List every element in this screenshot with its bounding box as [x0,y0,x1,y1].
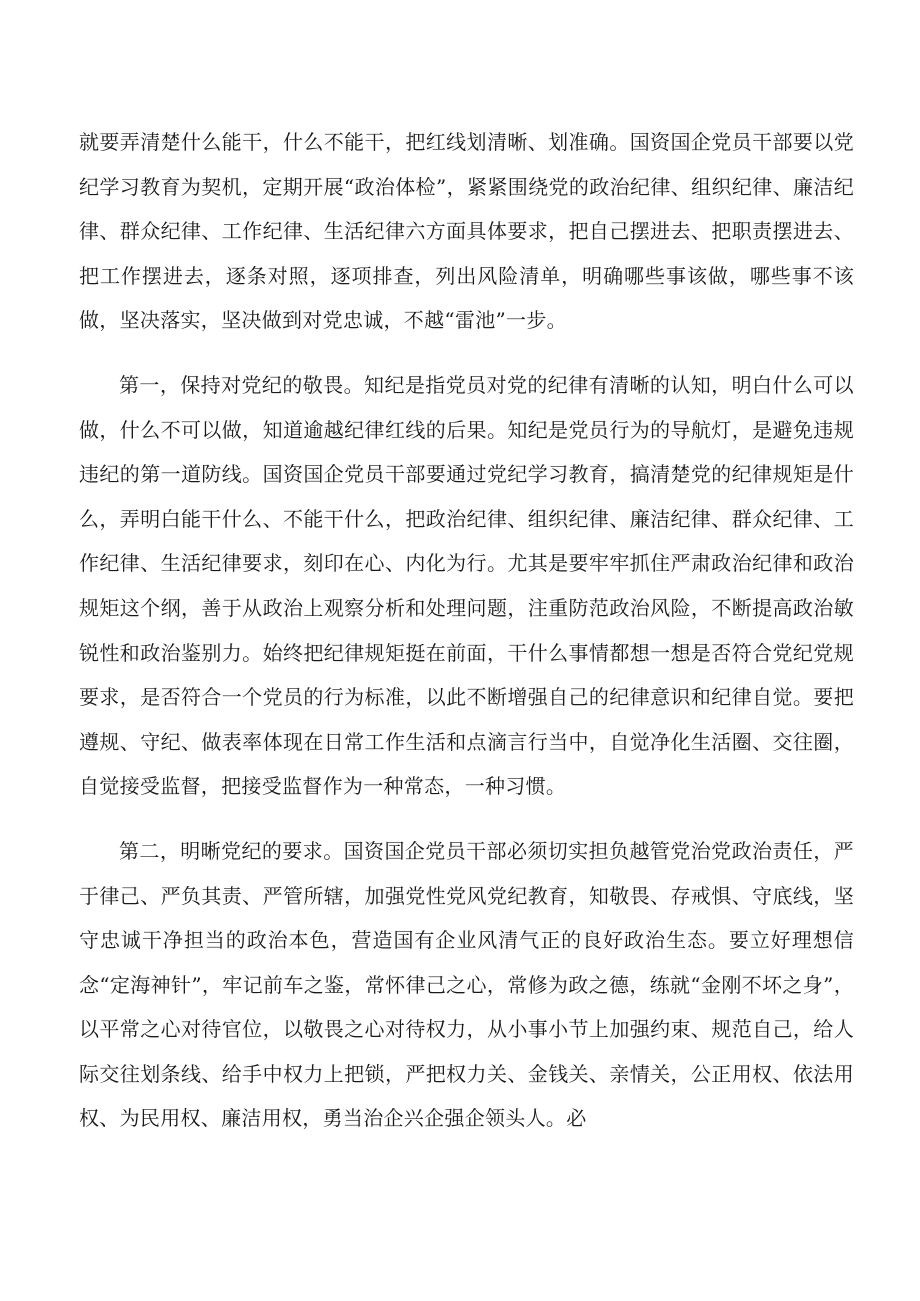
paragraph-continuation: 就要弄清楚什么能干，什么不能干，把红线划清晰、划准确。国资国企党员干部要以党纪学习教育为契机，定期开展“政治体检”，紧紧围绕党的政治纪律、组织纪律、廉洁纪律、群众纪律、工作纪律、生活纪律六方面具体要求，把自己摆进去、把职责摆进去、把工作摆进去，逐条对照，逐项排查，列出风险清单，明确哪些事该做，哪些事不该做，坚决落实，坚决做到对党忠诚，不越“雷池”一步。 [79,130,854,333]
document-body [79,120,854,1141]
paragraph-first-point: 第一，保持对党纪的敬畏。知纪是指党员对党的纪律有清晰的认知，明白什么可以做，什么不可以做，知道逾越纪律红线的后果。知纪是党员行为的导航灯，是避免违规违纪的第一道防线。国资国企党员干部要通过党纪学习教育，搞清楚党的纪律规矩是什么，弄明白能干什么、不能干什么，把政治纪律、组织纪律、廉洁纪律、群众纪律、工作纪律、生活纪律要求，刻印在心、内化为行。尤其是要牢牢抓住严肃政治纪律和政治规矩这个纲，善于从政治上观察分析和处理问题，注重防范政治风险，不断提高政治敏锐性和政治鉴别力。始终把纪律规矩挺在前面，干什么事情都想一想是否符合党纪党规要求，是否符合一个党员的行为标准，以此不断增强自己的纪律意识和纪律自觉。要把遵规、守纪、做表率体现在日常工作生活和点滴言行当中，自觉净化生活圈、交往圈，自觉接受监督，把接受监督作为一种常态，一种习惯。 [79,372,854,799]
paragraph-second-point: 第二，明晰党纪的要求。国资国企党员干部必须切实担负越管党治党政治责任，严于律己、严负其责、严管所辖，加强党性党风党纪教育，知敬畏、存戒惧、守底线，坚守忠诚干净担当的政治本色，营造国有企业风清气正的良好政治生态。要立好理想信念“定海神针”，牢记前车之鉴，常怀律己之心，常修为政之德，练就“金刚不坏之身”，以平常之心对待官位，以敬畏之心对待权力，从小事小节上加强约束、规范自己，给人际交往划条线、给手中权力上把锁，严把权力关、金钱关、亲情关，公正用权、依法用权、为民用权、廉洁用权，勇当治企兴企强企领头人。必 [79,838,854,1131]
